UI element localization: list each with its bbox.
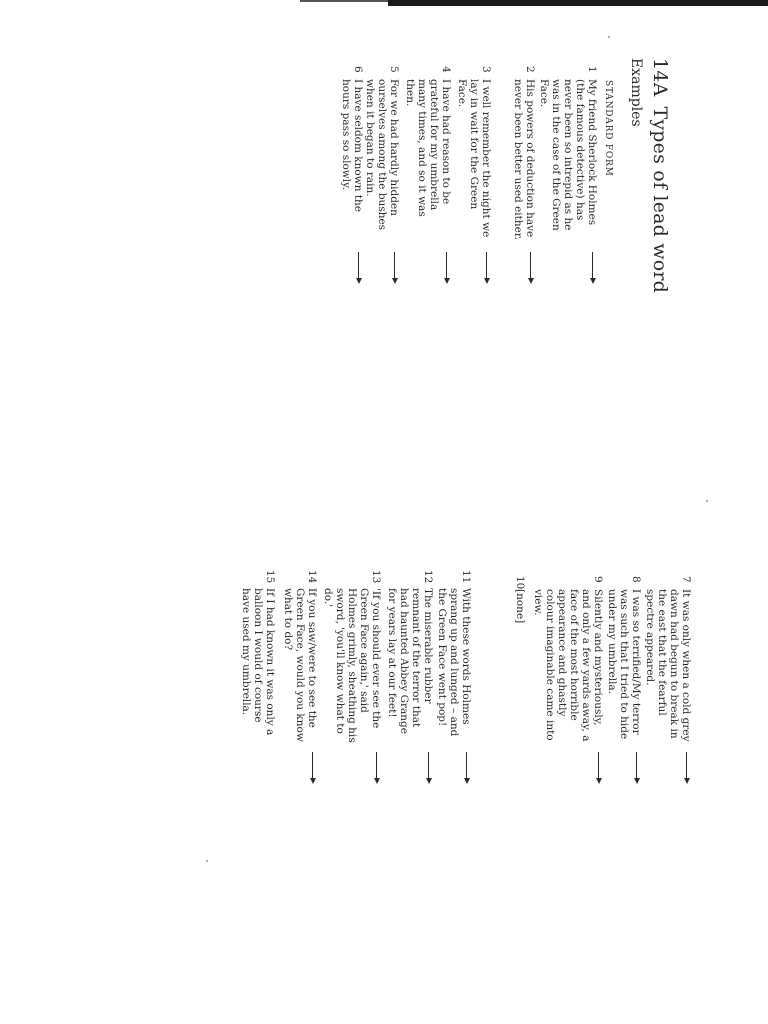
item-number: 13 xyxy=(370,570,382,584)
item-text: [none] xyxy=(514,589,526,624)
arrow-icon xyxy=(598,752,599,782)
arrow-icon xyxy=(686,752,687,782)
arrow-icon xyxy=(486,252,487,282)
item-number: 10 xyxy=(514,576,526,590)
section-number: 14A xyxy=(649,58,671,97)
item-number: 15 xyxy=(264,570,276,584)
item-text: I have had reason to be grateful for my umbrella many times, and so it was then. xyxy=(404,79,452,217)
item-number: 9 xyxy=(592,576,604,583)
scan-dot xyxy=(706,500,708,502)
item-number: 12 xyxy=(422,570,434,584)
item-text: If you saw/were to see the Green Face, would you know what to do? xyxy=(282,588,318,742)
item-number: 2 xyxy=(524,66,536,73)
arrow-icon xyxy=(376,752,377,782)
arrow-icon xyxy=(428,752,429,782)
item-number: 4 xyxy=(440,66,452,73)
section-title: Types of lead word xyxy=(649,106,671,294)
item-text: His powers of deduction have never been better used either. xyxy=(512,79,536,241)
item-text: 'If you should ever see the Green Face again,' said Holmes grimly, sheathing his sword, 'you'll know what to do.' xyxy=(322,588,382,743)
item-text: If I had known it was only a balloon I would of course have used my umbrella. xyxy=(240,588,276,736)
item-number: 3 xyxy=(480,66,492,73)
item-number: 8 xyxy=(630,576,642,583)
item-text: My friend Sherlock Holmes (the famous detective) has never been so intrepid as he was in the case of the Green Face. xyxy=(538,79,598,231)
item-text: With these words Holmes sprang up and lunged – and the Green Face went pop! xyxy=(436,588,472,737)
arrow-icon xyxy=(358,252,359,282)
item-text: I was so terrified/My terror was such that I tried to hide under my umbrella. xyxy=(606,589,642,740)
item-text: Silently and mysteriously, and only a few yards away, a face of the most horrible appearance and ghastly colour imaginable came into view. xyxy=(532,589,604,742)
arrow-icon xyxy=(466,752,467,782)
arrow-icon xyxy=(636,752,637,782)
item-text: I well remember the night we lay in wait for the Green Face. xyxy=(456,79,492,238)
arrow-icon xyxy=(530,252,531,282)
arrow-icon xyxy=(312,752,313,782)
item-number: 11 xyxy=(460,570,472,584)
standard-form-label: STANDARD FORM xyxy=(603,80,613,177)
scan-dot xyxy=(608,36,610,38)
examples-heading: Examples xyxy=(628,58,644,127)
page-title xyxy=(649,58,671,293)
item-text: It was only when a cold grey dawn had begun to break in the east that the fearful spectre appeared. xyxy=(644,589,692,742)
item-text: The miserable rubber remnant of the terror that had haunted Abbey Grange for years lay at our feet! xyxy=(386,588,434,734)
item-number: 1 xyxy=(586,66,598,73)
arrow-icon xyxy=(394,252,395,282)
arrow-icon xyxy=(446,252,447,282)
item-number: 14 xyxy=(306,570,318,584)
item-text: For we had hardly hidden ourselves among the bushes when it began to rain. xyxy=(364,79,400,231)
scan-dot xyxy=(206,860,208,862)
arrow-icon xyxy=(592,252,593,282)
item-text: I have seldom known the hours pass so slowly. xyxy=(340,79,364,213)
item-number: 6 xyxy=(352,66,364,73)
item-number: 5 xyxy=(388,66,400,73)
item-number: 7 xyxy=(680,576,692,583)
